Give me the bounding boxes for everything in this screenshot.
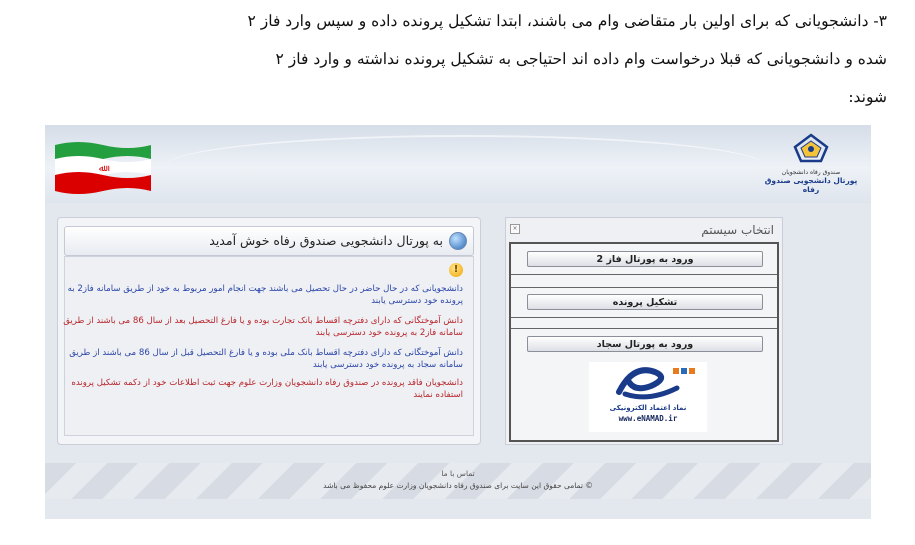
globe-icon bbox=[449, 232, 467, 250]
document-line-2: شده و دانشجویانی که قبلا درخواست وام داده اند احتیاجی به تشکیل پرونده نداشته و وارد فاز ۲ bbox=[275, 50, 887, 68]
logo-caption: پورتال دانشجویی صندوق رفاه bbox=[764, 176, 858, 194]
contact-link[interactable]: تماس با ما bbox=[441, 469, 475, 478]
portal-screenshot bbox=[45, 125, 871, 519]
logo-caption-small: صندوق رفاه دانشجویان bbox=[781, 169, 841, 176]
svg-text:ﷲ: ﷲ bbox=[99, 164, 105, 174]
system-select-panel bbox=[505, 217, 783, 445]
notice-area bbox=[64, 256, 474, 436]
portal-banner bbox=[45, 125, 871, 203]
document-line-1: ۳- دانشجویانی که برای اولین بار متقاضی وام می باشند، ابتدا تشکیل پرونده داده و سپس وارد فاز ۲ bbox=[247, 12, 887, 30]
enamad-badge[interactable] bbox=[589, 362, 707, 432]
enamad-url: www.eNAMAD.ir bbox=[618, 414, 678, 423]
enamad-caption: نماد اعتماد الکترونیکی bbox=[609, 404, 687, 412]
iran-flag-icon bbox=[53, 139, 153, 195]
notice-item-4: دانشجویان فاقد پرونده در صندوق رفاه دانشجویان وزارت علوم جهت ثبت اطلاعات خود از دکمه تشکیل پرونده استفاده نمایند bbox=[71, 378, 463, 400]
menu-divider bbox=[511, 317, 777, 318]
menu-divider bbox=[511, 287, 777, 288]
collapse-icon[interactable]: × bbox=[510, 224, 520, 234]
system-select-title: انتخاب سیستم bbox=[701, 223, 774, 237]
document-line-3: شوند: bbox=[848, 88, 887, 106]
portal-footer bbox=[45, 463, 871, 499]
banner-decoration bbox=[165, 135, 765, 197]
fund-logo bbox=[761, 133, 861, 195]
notice-item-3: دانش آموختگانی که دارای دفترچه اقساط بانک ملی بوده و یا فارغ التحصیل قبل از سال 86 می باشند از طریق سامانه سجاد به پرونده خود دسترسی یابند bbox=[69, 348, 463, 370]
copyright-text: © تمامی حقوق این سایت برای صندوق رفاه دانشجویان وزارت علوم محفوظ می باشد bbox=[323, 481, 593, 490]
phase2-portal-button[interactable]: ورود به پورتال فاز 2 bbox=[527, 251, 763, 267]
fund-emblem-icon bbox=[791, 133, 831, 163]
menu-divider bbox=[511, 274, 777, 275]
menu-divider bbox=[511, 328, 777, 329]
create-file-button[interactable]: تشکیل پرونده bbox=[527, 294, 763, 310]
welcome-panel bbox=[57, 217, 481, 445]
welcome-title: به پورتال دانشجویی صندوق رفاه خوش آمدید bbox=[209, 233, 443, 248]
sajad-portal-button[interactable]: ورود به پورتال سجاد bbox=[527, 336, 763, 352]
warning-icon: ! bbox=[449, 263, 463, 277]
welcome-title-bar bbox=[64, 226, 474, 256]
system-menu bbox=[509, 242, 779, 442]
notice-item-2: دانش آموختگانی که دارای دفترچه اقساط بانک تجارت بوده و یا فارغ التحصیل بعد از سال 86 می باشند از طریق سامانه فاز2 به پرونده خود دسترسی یابند bbox=[63, 316, 463, 338]
enamad-logo-icon bbox=[589, 362, 707, 406]
notice-item-1: دانشجویانی که در حال حاضر در حال تحصیل می باشند جهت انجام امور مربوط به خود از طریق سامانه فاز2 به پرونده خود دسترسی یابند bbox=[67, 284, 463, 306]
